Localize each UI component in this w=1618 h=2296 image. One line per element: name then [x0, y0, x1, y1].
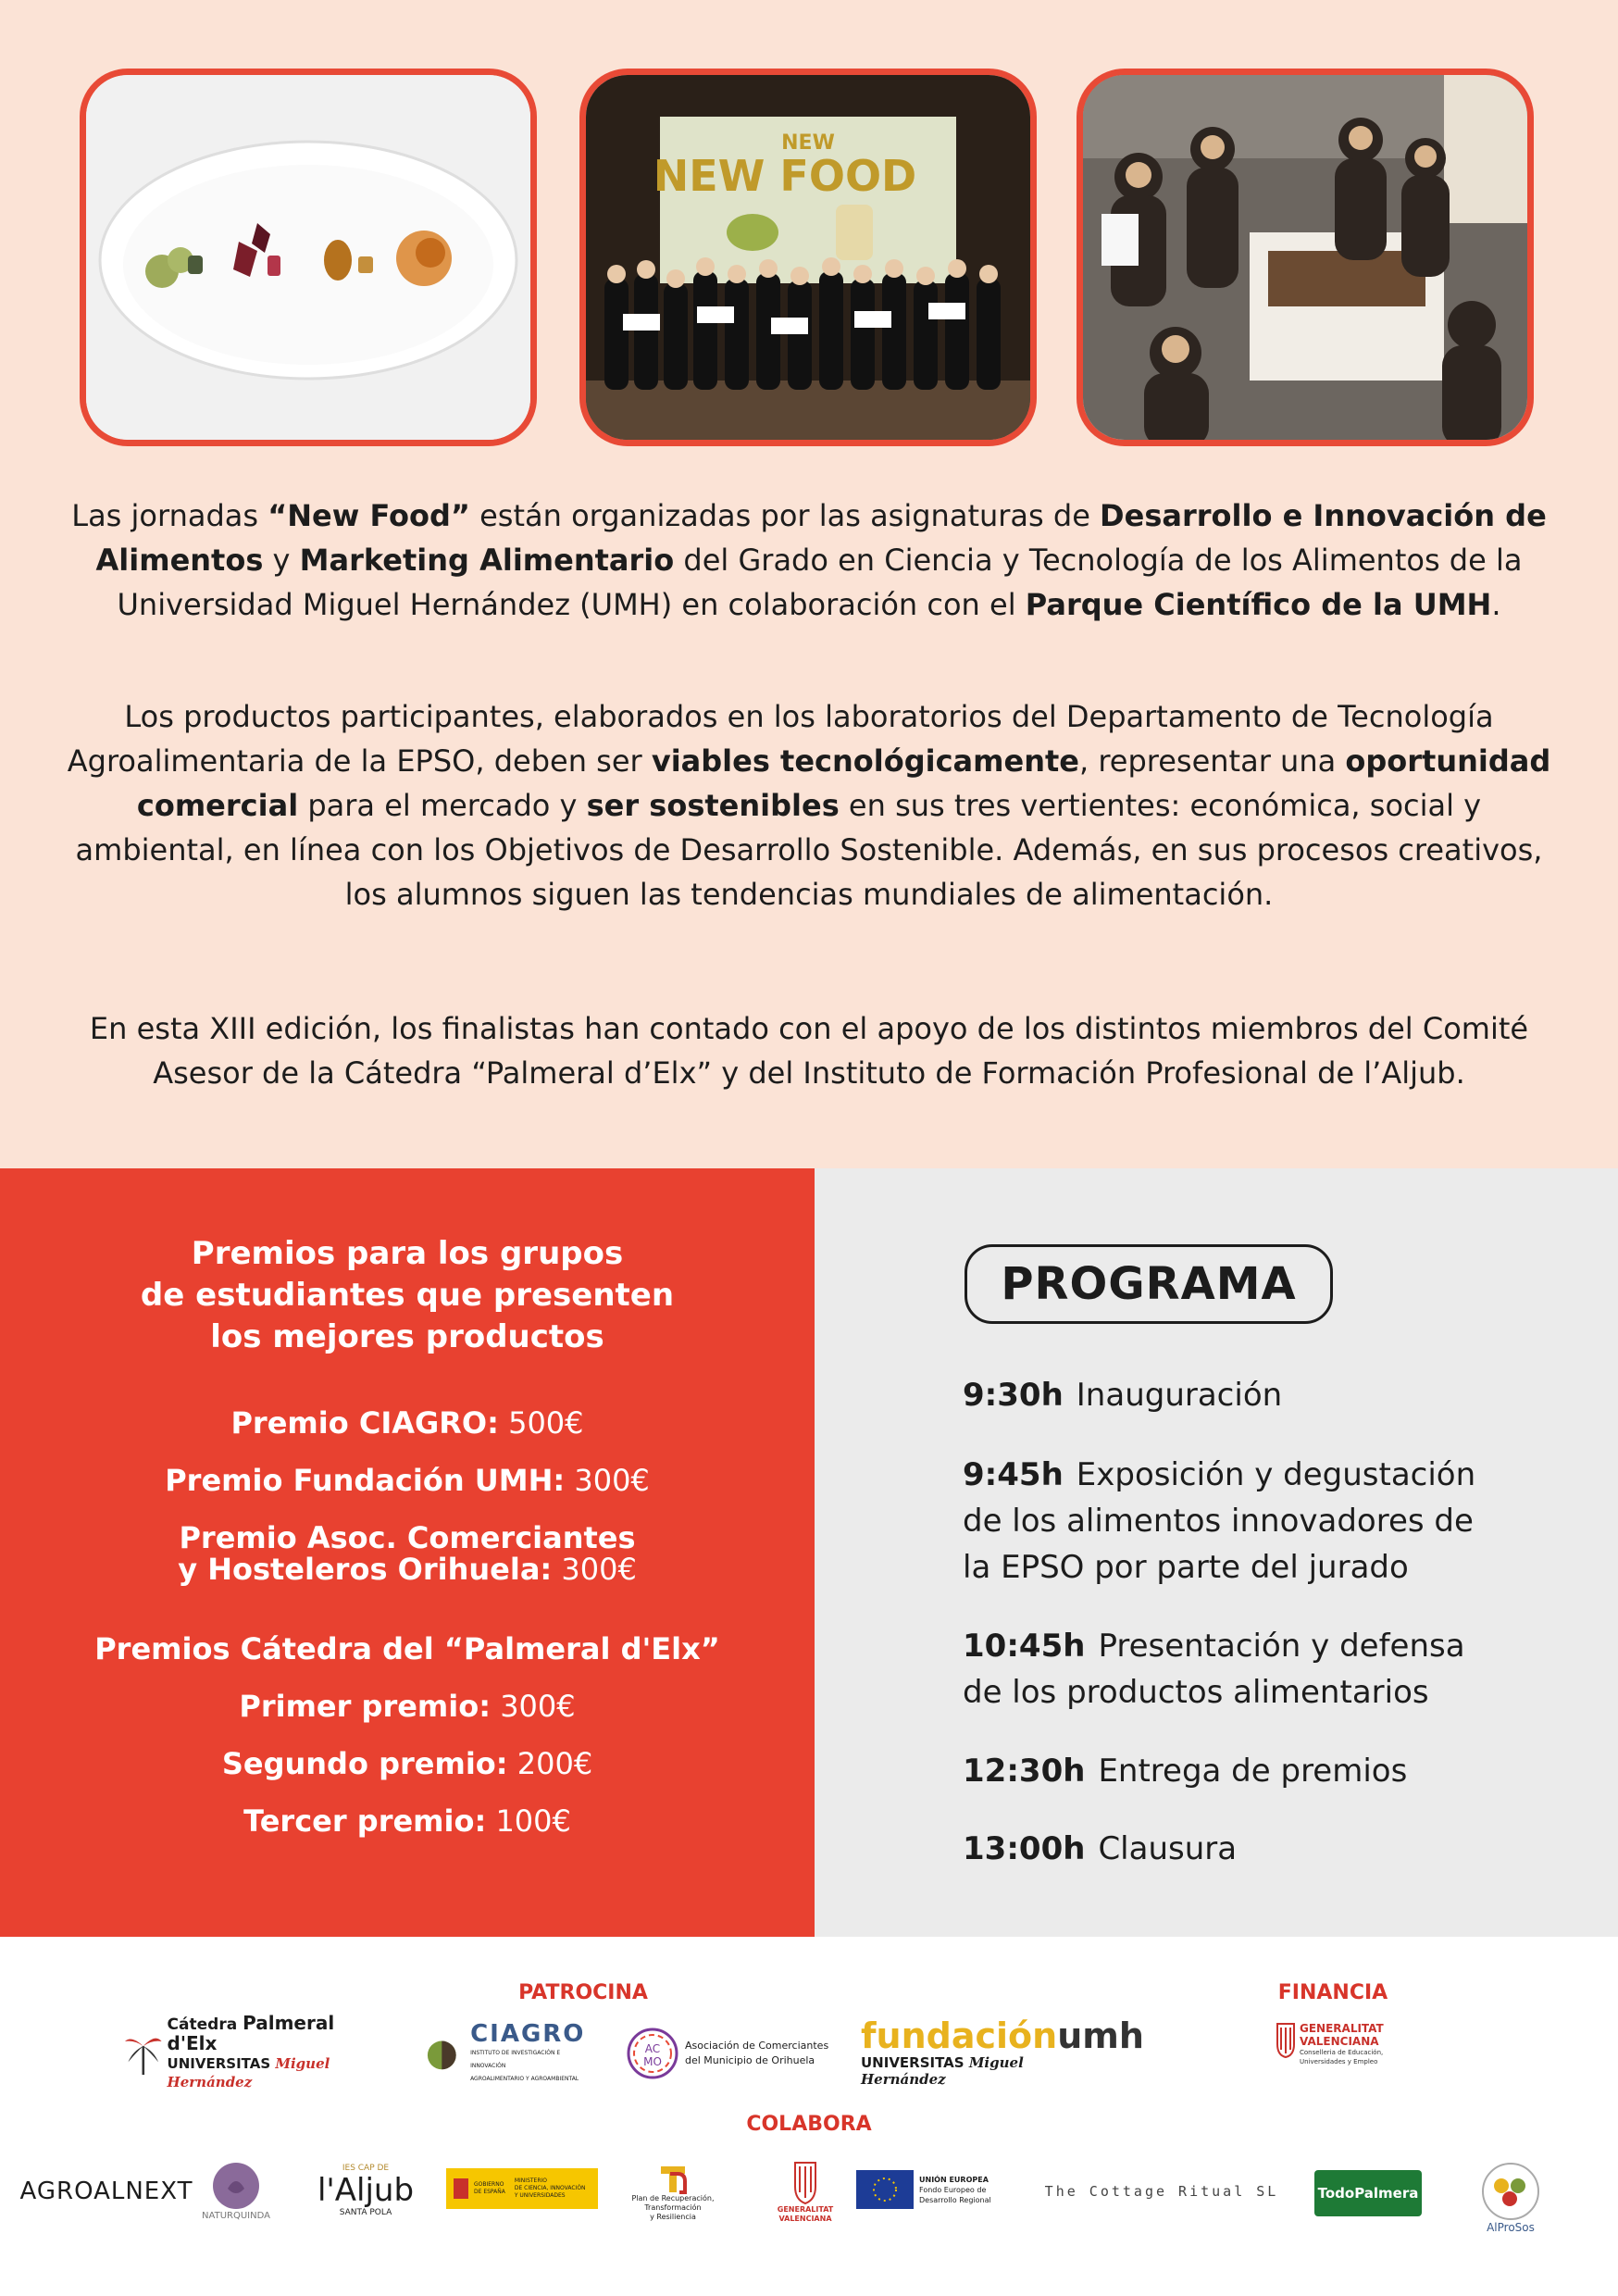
- logo-text: UNIVERSITAS: [167, 2055, 271, 2072]
- acmo-logo: [626, 2024, 829, 2083]
- colabora-label: COLABORA: [746, 2113, 872, 2136]
- logo-text: VALENCIANA: [1300, 2035, 1379, 2048]
- schedule-item: [963, 1452, 1574, 1591]
- screen-title: NEW FOOD: [653, 151, 917, 201]
- schedule-text: Inauguración: [1076, 1377, 1283, 1414]
- catedra-heading: [0, 1633, 815, 1665]
- logo-text: AlProSos: [1487, 2221, 1535, 2234]
- dish-photo: [80, 69, 537, 446]
- prize-label: Premio Fundación UMH:: [165, 1463, 566, 1498]
- prize-label: Tercer premio:: [243, 1803, 487, 1839]
- logo-text: Fondo Europeo de: [919, 2185, 987, 2194]
- logo-text: IES CAP DE: [342, 2164, 390, 2173]
- intro-run: en sus tres vertientes: económica, social y ambiental, en línea con los Objetivos de Desarrollo Sostenible. Además, en sus procesos creativos, los alumnos siguen las tendencias mundiales de alimentación.: [75, 788, 1543, 912]
- exhibition-photo: [1077, 69, 1534, 446]
- naturquinda-logo: [190, 2152, 282, 2229]
- schedule-text: Presentación y defensa: [1098, 1628, 1465, 1665]
- sponsors-footer: [0, 1937, 1618, 2296]
- logo-text: Transformación: [644, 2203, 702, 2212]
- programa-title: PROGRAMA: [965, 1244, 1333, 1324]
- logo-text: y Resiliencia: [650, 2213, 696, 2221]
- schedule-time: 9:45h: [963, 1456, 1064, 1493]
- logo-text: DE ESPAÑA: [474, 2189, 505, 2195]
- logo-text: NATURQUINDA: [202, 2210, 270, 2221]
- intro-text-3: En esta XIII edición, los finalistas han contado con el apoyo de los distintos miembros del Comité Asesor de la Cátedra “Palmeral d’Elx” y del Instituto de Formación Profesional de l’Aljub.: [89, 1011, 1529, 1091]
- premios-panel: [0, 1168, 815, 1937]
- schedule-text: de los productos alimentarios: [963, 1674, 1429, 1711]
- schedule-time: 10:45h: [963, 1628, 1086, 1665]
- prize-label: y Hosteleros Orihuela:: [178, 1552, 553, 1587]
- logo-text: AGROALIMENTARIO Y AGROAMBIENTAL: [470, 2076, 579, 2082]
- prize-label: Primer premio:: [239, 1689, 492, 1724]
- logo-text: Y UNIVERSIDADES: [514, 2192, 566, 2199]
- intro-text-1: [65, 493, 1553, 627]
- intro-run: para el mercado y: [298, 788, 587, 823]
- intro-text-2: [65, 694, 1553, 917]
- schedule-item: [963, 1826, 1574, 1872]
- agroalnext-logo: AGROALNEXT: [19, 2177, 193, 2205]
- alprosos-icon: [1477, 2162, 1544, 2221]
- financia-label: FINANCIA: [1277, 1981, 1388, 2004]
- generalitat-icon: [1276, 2022, 1296, 2059]
- eu-flag-icon: [856, 2170, 914, 2209]
- intro-run: y: [263, 543, 300, 578]
- prize-value: 300€: [552, 1552, 637, 1587]
- intro-run: Los productos participantes, elaborados en los laboratorios del Departamento de Tecnología Agroalimentaria de la EPSO, deben ser: [67, 699, 1494, 779]
- prize-value: 500€: [498, 1405, 584, 1441]
- logo-text: UNIVERSITAS: [861, 2054, 965, 2071]
- schedule-text: Entrega de premios: [1098, 1753, 1408, 1790]
- plan-recuperacion-logo: [613, 2153, 733, 2231]
- group-illustration: [586, 75, 1030, 440]
- logo-text: GENERALITAT: [777, 2205, 834, 2214]
- svg-text:MO: MO: [643, 2055, 662, 2068]
- svg-text:AC: AC: [644, 2042, 661, 2055]
- prize-label: Premio CIAGRO:: [230, 1405, 499, 1441]
- acmo-icon: [626, 2027, 679, 2080]
- schedule-text: Clausura: [1098, 1830, 1238, 1867]
- intro-bold-run: viables tecnológicamente: [651, 743, 1079, 779]
- programa-panel: [815, 1168, 1618, 1937]
- logo-text: GENERALITAT: [1300, 2022, 1384, 2035]
- intro-run: Las jornadas: [71, 498, 268, 533]
- intro-bold-run: “New Food”: [268, 498, 470, 533]
- group-photo: [579, 69, 1037, 446]
- intro-bold-run: ser sostenibles: [586, 788, 840, 823]
- schedule-item: [963, 1748, 1574, 1794]
- logo-text: UNIÓN EUROPEA: [919, 2175, 989, 2184]
- naturquinda-icon: [211, 2161, 261, 2211]
- logo-text: VALENCIANA: [778, 2215, 832, 2223]
- ciagro-icon: [426, 2035, 470, 2072]
- logo-text: GOBIERNO: [474, 2181, 504, 2188]
- logo-text: Desarrollo Regional: [919, 2195, 991, 2204]
- intro-bold-run: Desarrollo e Innovación de Alimentos: [95, 498, 1547, 578]
- prize-value: 200€: [507, 1746, 593, 1781]
- prize-ciagro: [0, 1407, 815, 1439]
- intro-paragraph-1: [65, 493, 1553, 627]
- prize-label: Premio Asoc. Comerciantes: [179, 1520, 636, 1555]
- schedule-item: [963, 1623, 1574, 1716]
- schedule-time: 9:30h: [963, 1377, 1064, 1414]
- todopalmera-logo: TodoPalmera: [1314, 2170, 1422, 2216]
- logo-text: Cátedra: [167, 2015, 238, 2034]
- logo-text: SANTA POLA: [339, 2208, 392, 2217]
- spain-shield-icon: [452, 2177, 470, 2201]
- logo-text: umh: [1057, 2015, 1144, 2056]
- prize-label: Segundo premio:: [221, 1746, 508, 1781]
- prize-value: 100€: [486, 1803, 571, 1839]
- premios-title-line: los mejores productos: [210, 1318, 604, 1355]
- intro-run: , representar una: [1078, 743, 1346, 779]
- schedule-time: 12:30h: [963, 1753, 1086, 1790]
- generalitat-colabora-logo: [759, 2152, 852, 2233]
- intro-paragraph-2: [65, 694, 1553, 917]
- logo-text: del Municipio de Orihuela: [685, 2054, 815, 2066]
- logo-text: Universidades y Empleo: [1300, 2058, 1378, 2065]
- schedule-text: de los alimentos innovadores de: [963, 1503, 1474, 1540]
- logo-text: Miguel Hernández: [861, 2054, 1024, 2088]
- logo-text: Conselleria de Educación,: [1300, 2049, 1384, 2056]
- premios-title-line: de estudiantes que presenten: [140, 1277, 675, 1314]
- alprosos-logo: [1455, 2153, 1566, 2242]
- cottage-ritual-logo: The Cottage Ritual SL: [1044, 2183, 1279, 2200]
- ciagro-logo: [426, 2020, 592, 2082]
- schedule-text: la EPSO por parte del jurado: [963, 1549, 1409, 1586]
- plan-recuperacion-icon: [657, 2163, 689, 2194]
- prize-value: 300€: [565, 1463, 650, 1498]
- intro-bold-run: Parque Científico de la UMH: [1025, 587, 1492, 622]
- prize-value: 300€: [491, 1689, 576, 1724]
- logo-text: fundación: [861, 2015, 1058, 2056]
- catedra-logo: [125, 2012, 384, 2090]
- logo-text: MINISTERIO: [514, 2177, 547, 2184]
- catedra-heading-text: Premios Cátedra del “Palmeral d'Elx”: [94, 1631, 720, 1666]
- logo-text: INSTITUTO DE INVESTIGACIÓN E INNOVACIÓN: [470, 2050, 561, 2069]
- intro-run: del Grado en Ciencia y Tecnología de los Alimentos de la Universidad Miguel Hernández (UMH) en colaboración con el: [117, 543, 1523, 622]
- prize-segundo: [0, 1748, 815, 1779]
- generalitat-logo: [1276, 2022, 1405, 2094]
- premios-title-line: Premios para los grupos: [191, 1235, 624, 1272]
- union-europea-logo: [856, 2168, 1014, 2211]
- logo-text: Palmeral d'Elx: [167, 2012, 335, 2054]
- prize-tercer: [0, 1805, 815, 1837]
- intro-bold-run: Marketing Alimentario: [299, 543, 675, 578]
- logo-text: Asociación de Comerciantes: [685, 2040, 829, 2052]
- intro-bold-run: oportunidad comercial: [136, 743, 1551, 823]
- gobierno-logo: [446, 2168, 598, 2209]
- schedule-text: Exposición y degustación: [1076, 1456, 1476, 1493]
- intro-run: están organizadas por las asignaturas de: [469, 498, 1101, 533]
- exhibition-illustration: [1083, 75, 1527, 440]
- schedule-item: [963, 1372, 1574, 1418]
- patrocina-label: PATROCINA: [518, 1981, 648, 2004]
- intro-paragraph-3: [50, 1006, 1568, 1095]
- fundacion-umh-logo: [861, 2015, 1144, 2088]
- aljub-logo: [310, 2152, 421, 2229]
- logo-text: Plan de Recuperación,: [631, 2194, 715, 2202]
- prize-asociacion: [0, 1522, 815, 1585]
- premios-title: [0, 1233, 815, 1358]
- logo-text: Miguel Hernández: [167, 2055, 330, 2090]
- svg-text:NEW: NEW: [781, 131, 835, 155]
- palm-icon: [125, 2027, 162, 2078]
- schedule-time: 13:00h: [963, 1830, 1086, 1867]
- logo-text: l'Aljub: [317, 2172, 415, 2209]
- prize-primer: [0, 1691, 815, 1722]
- logo-text: DE CIENCIA, INNOVACIÓN: [514, 2185, 586, 2191]
- prize-fundacion-umh: [0, 1465, 815, 1496]
- generalitat-icon: [793, 2161, 817, 2205]
- intro-run: .: [1491, 587, 1501, 622]
- logo-text: CIAGRO: [470, 2020, 586, 2048]
- dish-illustration: [86, 75, 530, 440]
